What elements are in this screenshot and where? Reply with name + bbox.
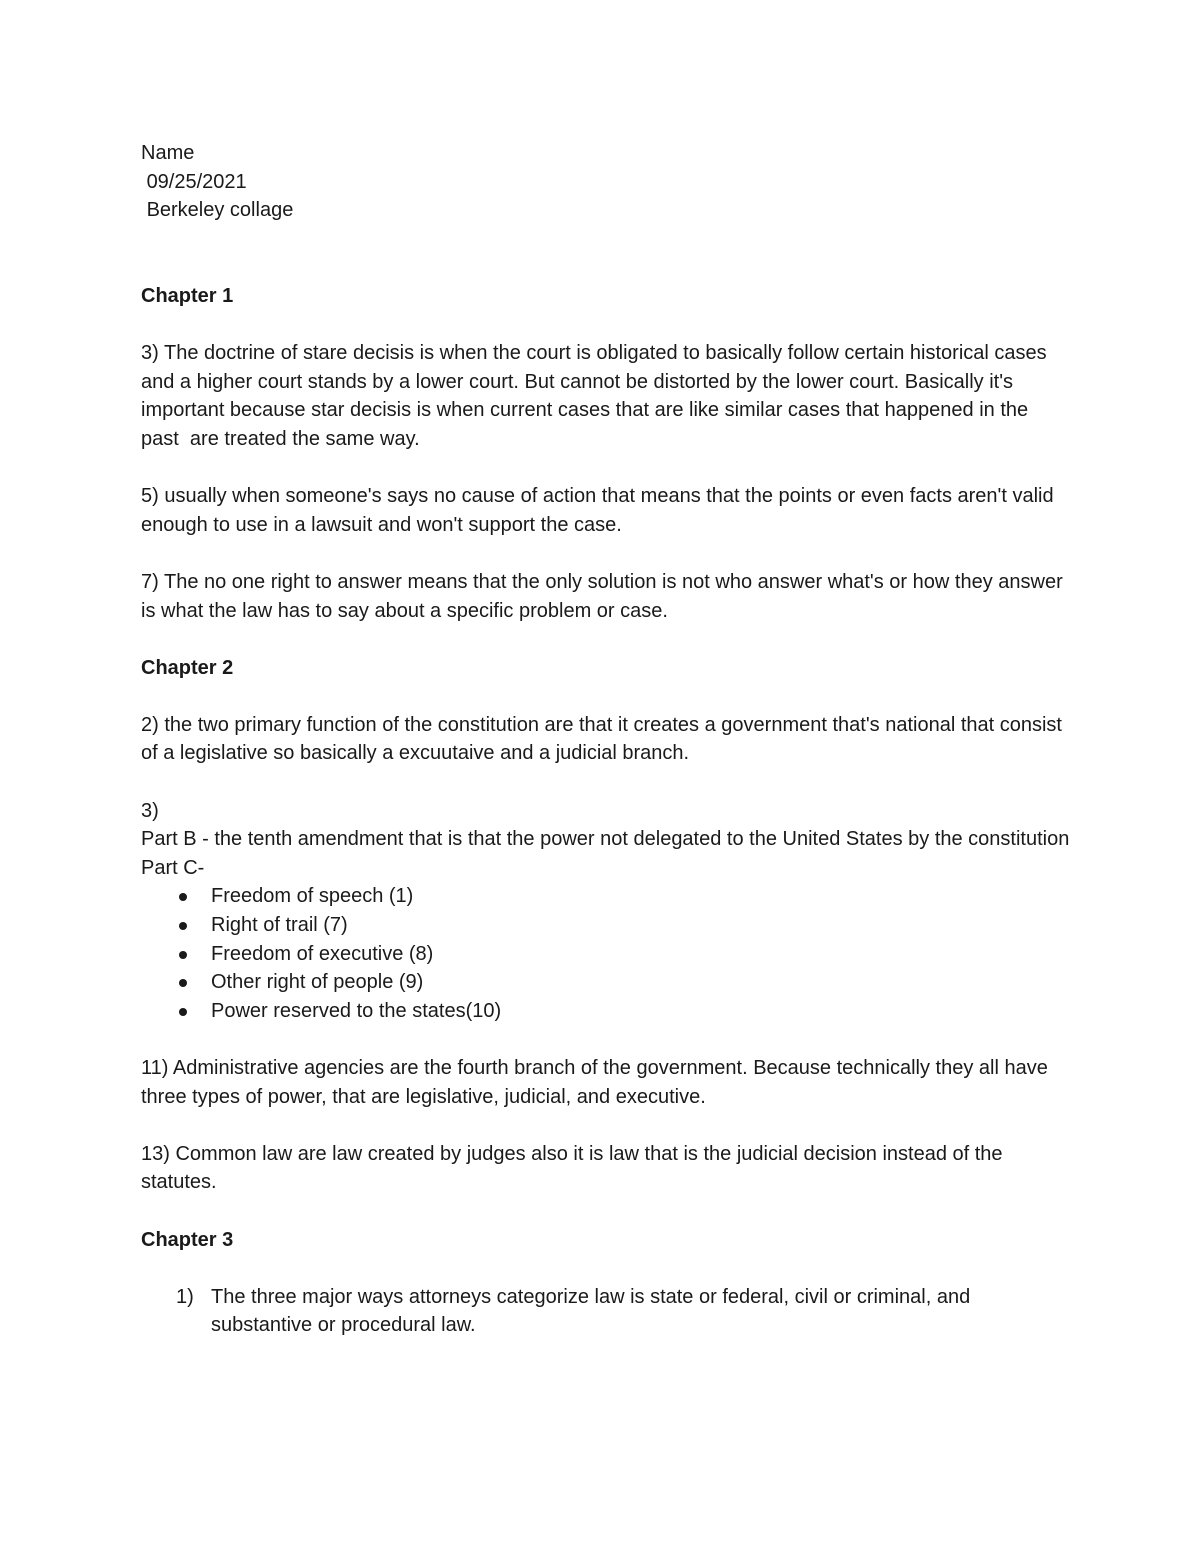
spacer: [141, 454, 1071, 483]
chapter-3-heading: Chapter 3: [141, 1228, 234, 1251]
document-date: 09/25/2021: [141, 170, 247, 193]
amendments-list: [141, 882, 1071, 1025]
chapter-2-answer-11: 11) Administrative agencies are the fourth branch of the government. Because technically they all have three types of power, that are legislative, judicial, and executive.: [141, 1057, 1054, 1108]
chapter-1-answer-7: 7) The no one right to answer means that the only solution is not who answer what's or how they answer is what the law has to say about a specific problem or case.: [141, 570, 1069, 622]
spacer: [141, 1254, 1071, 1283]
spacer: [141, 253, 1071, 282]
list-item: [141, 940, 1071, 969]
spacer: [141, 1197, 1071, 1226]
chapter-2-heading: Chapter 2: [141, 656, 234, 679]
list-item-text: Freedom of speech (1): [211, 885, 414, 908]
list-item-text: Right of trail (7): [211, 914, 348, 937]
list-item: [141, 1283, 1071, 1340]
student-name: Name: [141, 142, 195, 164]
school-name: Berkeley collage: [141, 199, 294, 222]
list-item-number: 1): [176, 1285, 194, 1308]
spacer: [141, 625, 1071, 654]
bullet-icon: [179, 979, 187, 987]
spacer: [141, 539, 1071, 568]
list-item-text: Other right of people (9): [211, 971, 424, 994]
spacer: [141, 768, 1071, 797]
chapter-2-answer-2: 2) the two primary function of the constitution are that it creates a government that's national that consist of a legislative so basically a excuutaive and a judicial branch.: [141, 713, 1068, 765]
list-item-text: The three major ways attorneys categorize law is state or federal, civil or criminal, and substantive or procedural law.: [211, 1285, 971, 1337]
spacer: [141, 1111, 1071, 1140]
chapter-3-list: [141, 1283, 1071, 1340]
bullet-icon: [179, 1008, 187, 1016]
list-item: [141, 911, 1071, 940]
spacer: [141, 311, 1071, 340]
list-item-text: Freedom of executive (8): [211, 942, 434, 965]
chapter-2-answer-13: 13) Common law are law created by judges also it is law that is the judicial decision instead of the statutes.: [141, 1142, 1009, 1194]
chapter-1-answer-5: 5) usually when someone's says no cause of action that means that the points or even facts aren't valid enough to use in a lawsuit and won't support the case.: [141, 485, 1060, 536]
chapter-1-heading: Chapter 1: [141, 284, 234, 307]
list-item: [141, 997, 1071, 1026]
chapter-2-answer-3-label: 3): [141, 799, 159, 822]
list-item: [141, 882, 1071, 911]
list-item-text: Power reserved to the states(10): [211, 999, 502, 1022]
spacer: [141, 682, 1071, 711]
spacer: [141, 1025, 1071, 1054]
chapter-1-answer-3: 3) The doctrine of stare decisis is when the court is obligated to basically follow certain historical cases and a higher court stands by a lower court. But cannot be distorted by the lower court. Basically it's important because star decisis is when current cases that are like similar cases that happened in the past are treated the same way.: [141, 342, 1053, 450]
chapter-2-answer-3-part-c: Part C-: [141, 856, 205, 879]
bullet-icon: [179, 893, 187, 901]
bullet-icon: [179, 951, 187, 959]
chapter-2-answer-3-part-b: Part B - the tenth amendment that is that the power not delegated to the United States by the constitution: [141, 828, 1070, 851]
document-page: [141, 139, 1071, 1340]
bullet-icon: [179, 922, 187, 930]
list-item: [141, 968, 1071, 997]
spacer: [141, 225, 1071, 254]
